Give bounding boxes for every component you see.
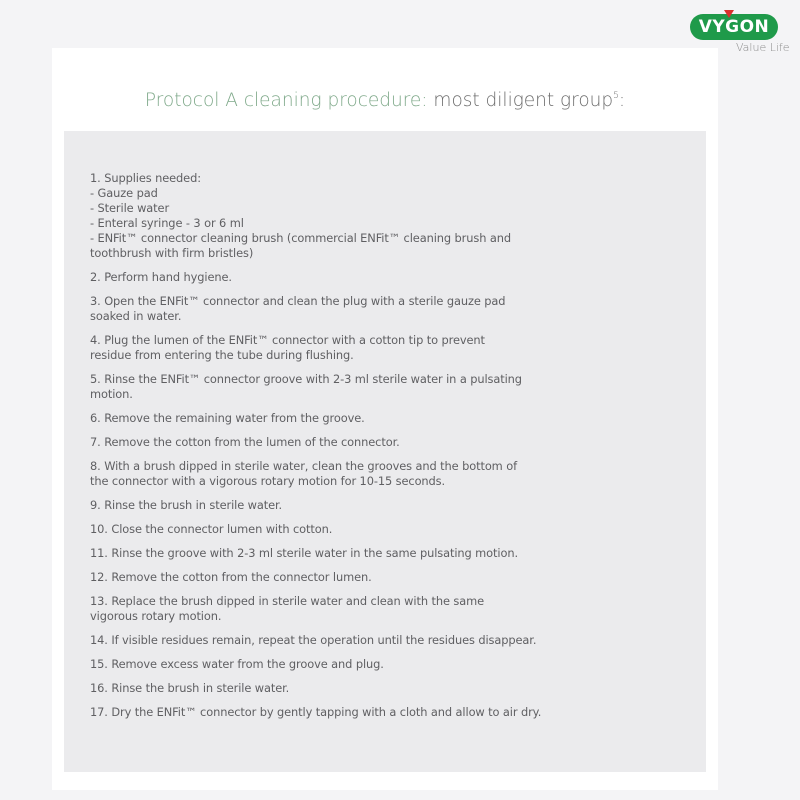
procedure-step	[90, 435, 690, 450]
title-suffix: :	[618, 90, 626, 111]
step-text-line: 10. Close the connector lumen with cotton.	[90, 522, 333, 536]
step-text-line: 3. Open the ENFit™ connector and clean the plug with a sterile gauze pad	[90, 294, 506, 308]
step-text-line: 8. With a brush dipped in sterile water, clean the grooves and the bottom of	[90, 459, 517, 473]
step-text-line: 2. Perform hand hygiene.	[90, 270, 232, 284]
procedure-step	[90, 372, 690, 402]
procedure-step	[90, 294, 690, 324]
step-text-line: 17. Dry the ENFit™ connector by gently tapping with a cloth and allow to air dry.	[90, 705, 542, 719]
step-text-line: residue from entering the tube during flushing.	[90, 348, 354, 362]
procedure-step	[90, 411, 690, 426]
procedure-step	[90, 705, 690, 720]
step-text-line: 11. Rinse the groove with 2-3 ml sterile water in the same pulsating motion.	[90, 546, 518, 560]
step-text-line: soaked in water.	[90, 309, 182, 323]
step-text-line: 5. Rinse the ENFit™ connector groove with 2-3 ml sterile water in a pulsating	[90, 372, 522, 386]
step-text-line: 15. Remove excess water from the groove and plug.	[90, 657, 384, 671]
procedure-step	[90, 594, 690, 624]
logo-tagline: Value Life	[736, 41, 790, 54]
step-text-line: 4. Plug the lumen of the ENFit™ connector with a cotton tip to prevent	[90, 333, 485, 347]
step-text-line: 14. If visible residues remain, repeat the operation until the residues disappear.	[90, 633, 537, 647]
step-text-line: - ENFit™ connector cleaning brush (commercial ENFit™ cleaning brush and	[90, 231, 511, 245]
procedure-step	[90, 270, 690, 285]
step-text-line: 9. Rinse the brush in sterile water.	[90, 498, 283, 512]
content-card	[52, 48, 718, 790]
step-text-line: vigorous rotary motion.	[90, 609, 222, 623]
procedure-steps-list	[90, 171, 690, 729]
title-main: most diligent group	[427, 90, 614, 111]
logo-wordmark: VYGON	[698, 17, 770, 37]
procedure-step	[90, 657, 690, 672]
procedure-step	[90, 171, 690, 261]
step-text-line: 12. Remove the cotton from the connector lumen.	[90, 570, 372, 584]
title-footnote-ref: 5	[613, 91, 619, 101]
procedure-step	[90, 333, 690, 363]
step-text-line: - Gauze pad	[90, 186, 158, 200]
step-text-line: 7. Remove the cotton from the lumen of the connector.	[90, 435, 400, 449]
procedure-step	[90, 522, 690, 537]
step-text-line: 6. Remove the remaining water from the groove.	[90, 411, 365, 425]
step-text-line: toothbrush with firm bristles)	[90, 246, 254, 260]
procedure-step	[90, 546, 690, 561]
logo-triangle-icon	[724, 10, 734, 18]
procedure-step	[90, 498, 690, 513]
procedure-step	[90, 570, 690, 585]
procedure-step	[90, 633, 690, 648]
step-text-line: - Sterile water	[90, 201, 170, 215]
step-text-line: - Enteral syringe - 3 or 6 ml	[90, 216, 244, 230]
step-text-line: 13. Replace the brush dipped in sterile water and clean with the same	[90, 594, 485, 608]
step-text-line: 1. Supplies needed:	[90, 171, 201, 185]
step-text-line: the connector with a vigorous rotary motion for 10-15 seconds.	[90, 474, 446, 488]
procedure-step	[90, 681, 690, 696]
step-text-line: motion.	[90, 387, 133, 401]
procedure-step	[90, 459, 690, 489]
procedure-panel	[64, 131, 706, 772]
page-title	[52, 90, 718, 111]
title-accent: Protocol A cleaning procedure:	[144, 90, 428, 111]
step-text-line: 16. Rinse the brush in sterile water.	[90, 681, 290, 695]
